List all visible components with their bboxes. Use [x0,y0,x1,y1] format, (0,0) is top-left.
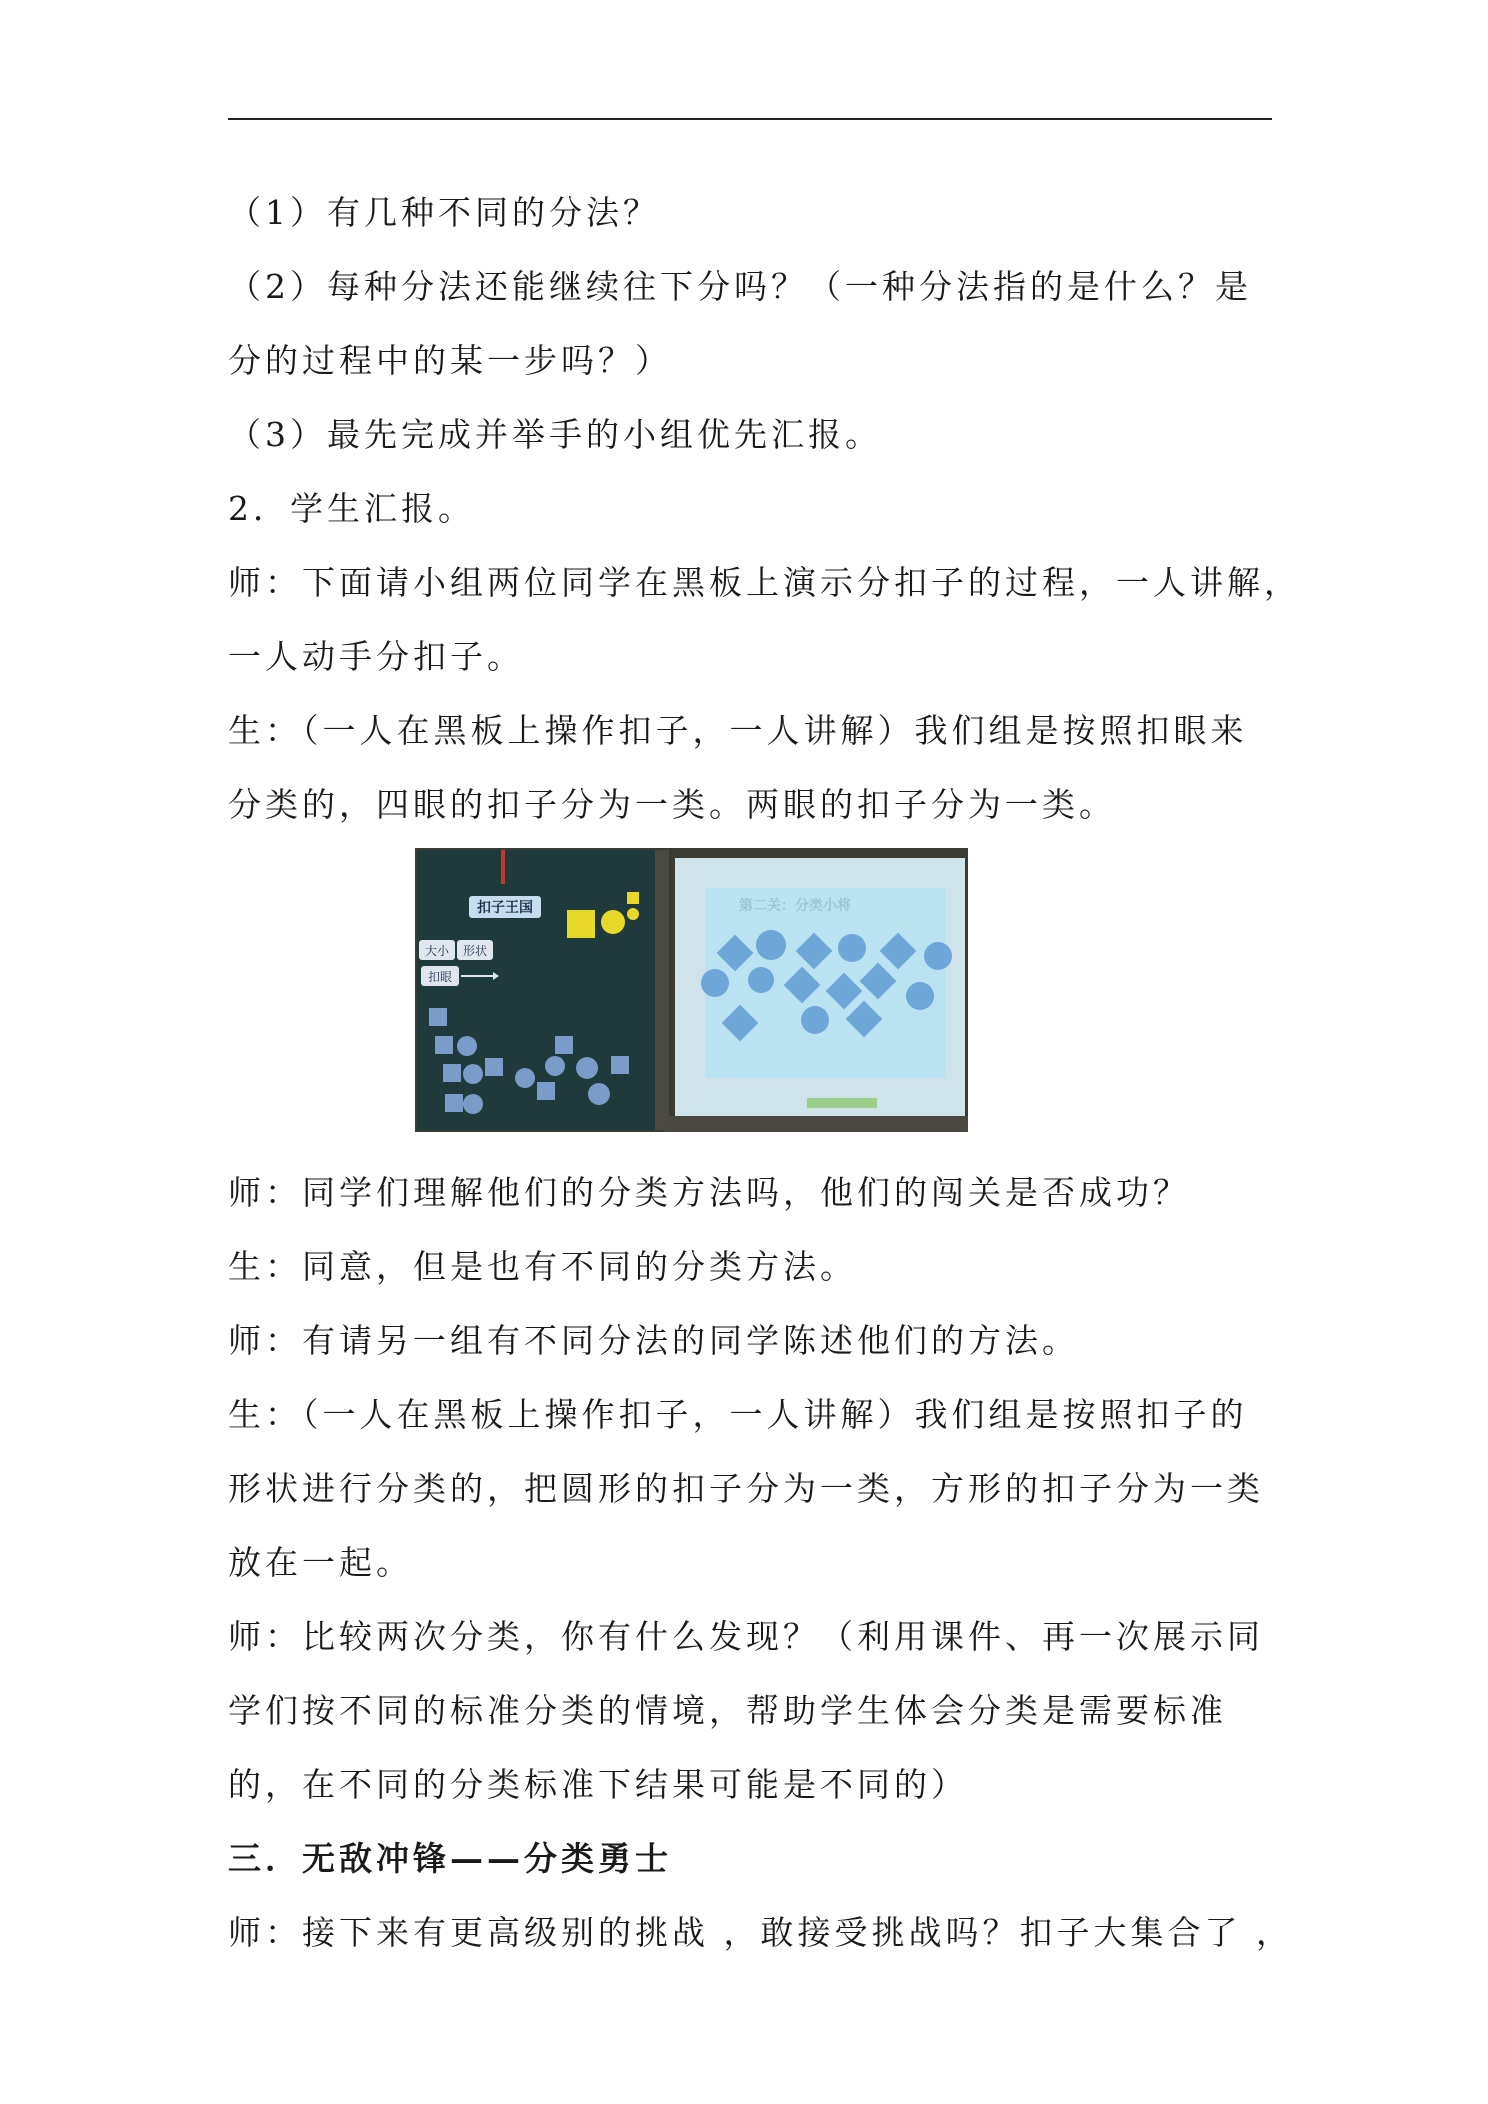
step-2-heading: 2．学生汇报。 [228,489,475,528]
teacher-compare-2: 学们按不同的标准分类的情境，帮助学生体会分类是需要标准 [228,1691,1227,1730]
student-line-3: 生：（一人在黑板上操作扣子，一人讲解）我们组是按照扣子的 [228,1395,1248,1434]
document-body [228,176,1301,1970]
board-label-1a: 大小 [424,944,450,958]
screen-title: 第二关：分类小将 [739,898,851,914]
student-line-1: 生：（一人在黑板上操作扣子，一人讲解）我们组是按照扣眼来 [228,711,1248,750]
teacher-line-2: 一人动手分扣子。 [228,637,524,676]
question-3: （3）最先完成并举手的小组优先汇报。 [228,415,882,454]
teacher-invite: 师：有请另一组有不同分法的同学陈述他们的方法。 [228,1321,1079,1360]
question-2-line-2: 分的过程中的某一步吗？） [228,341,672,380]
teacher-compare-3: 的，在不同的分类标准下结果可能是不同的） [228,1765,968,1804]
header-rule [228,118,1272,120]
section-heading: 三．无敌冲锋——分类勇士 [228,1839,672,1878]
board-label-1b: 形状 [462,944,488,958]
teacher-line-1: 师：下面请小组两位同学在黑板上演示分扣子的过程，一人讲解， [228,563,1301,602]
student-line-2: 分类的，四眼的扣子分为一类。两眼的扣子分为一类。 [228,785,1116,824]
student-line-5: 放在一起。 [228,1543,413,1582]
board-title-text: 扣子王国 [477,900,533,916]
teacher-question: 师：同学们理解他们的分类方法吗，他们的闯关是否成功？ [228,1173,1190,1212]
classroom-photo [415,848,968,1132]
teacher-challenge: 师：接下来有更高级别的挑战 ，敢接受挑战吗？扣子大集合了 ， [228,1913,1293,1952]
board-label-2: 扣眼 [427,970,453,984]
teacher-compare-1: 师：比较两次分类，你有什么发现？（利用课件、再一次展示同 [228,1617,1264,1656]
question-2-line-1: （2）每种分法还能继续往下分吗？（一种分法指的是什么？是 [228,267,1252,306]
figure [228,848,1272,1144]
student-reply: 生：同意，但是也有不同的分类方法。 [228,1247,857,1286]
question-1: （1）有几种不同的分法？ [228,193,660,232]
student-line-4: 形状进行分类的，把圆形的扣子分为一类，方形的扣子分为一类 [228,1469,1264,1508]
